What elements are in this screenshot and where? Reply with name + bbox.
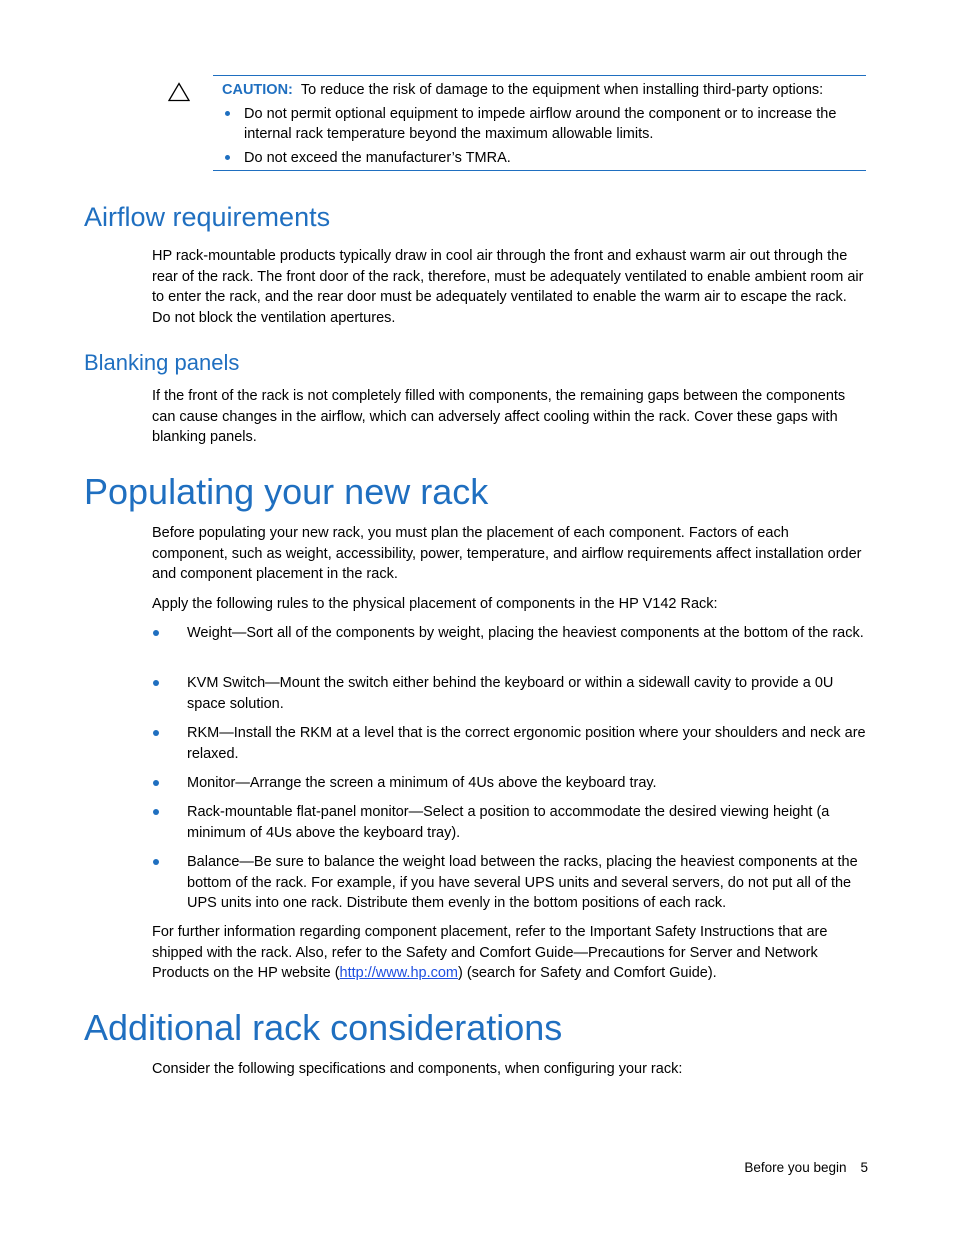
- hp-website-link[interactable]: http://www.hp.com: [339, 965, 458, 981]
- rule-item-kvm: KVM Switch—Mount the switch either behind the keyboard or within a sidewall cavity to provide a 0U space solution.: [187, 675, 834, 712]
- caution-bullet: [225, 155, 230, 160]
- further-info-paragraph: [152, 922, 868, 984]
- populating-intro: Before populating your new rack, you must plan the placement of each component. Factors of each component, such as weight, accessibility, power, temperature, and airflow requirements affect installation order and component placement in the rack.: [152, 525, 862, 582]
- rule-bullet: [153, 780, 159, 786]
- rule-bullet: [153, 809, 159, 815]
- further-text-after: ) (search for Safety and Comfort Guide).: [458, 965, 717, 981]
- additional-paragraph: Consider the following specifications and components, when configuring your rack:: [152, 1061, 683, 1077]
- additional-heading: Additional rack considerations: [84, 1007, 563, 1048]
- rule-bullet: [153, 859, 159, 865]
- warning-triangle-icon: [168, 82, 190, 102]
- rule-item-rkm: RKM—Install the RKM at a level that is the correct ergonomic position where your shoulders and neck are relaxed.: [187, 725, 866, 762]
- populating-heading: Populating your new rack: [84, 471, 489, 512]
- airflow-paragraph: HP rack-mountable products typically draw in cool air through the front and exhaust warm air out through the rear of the rack. The front door of the rack, therefore, must be adequately ventilated to enable ambient room air to enter the rack, and the rear door must be adequately ventilated to enable the warm air to escape the rack. Do not block the ventilation apertures.: [152, 248, 864, 326]
- rule-bullet: [153, 630, 159, 636]
- page-footer: [744, 1158, 868, 1178]
- caution-bullet: [225, 111, 230, 116]
- rule-bullet: [153, 730, 159, 736]
- blanking-heading: Blanking panels: [84, 350, 240, 375]
- airflow-heading: Airflow requirements: [84, 202, 331, 232]
- caution-intro-text: To reduce the risk of damage to the equipment when installing third-party options:: [300, 82, 824, 98]
- caution-label: CAUTION:: [222, 82, 293, 98]
- caution-item: Do not permit optional equipment to impede airflow around the component or to increase the internal rack temperature beyond the maximum allowable limits.: [244, 106, 837, 142]
- page-number: 5: [860, 1160, 868, 1175]
- footer-section: Before you begin: [744, 1160, 847, 1175]
- rule-item-weight: Weight—Sort all of the components by weight, placing the heaviest components at the bottom of the rack.: [187, 625, 864, 641]
- rule-item-monitor: Monitor—Arrange the screen a minimum of 4Us above the keyboard tray.: [187, 775, 657, 791]
- blanking-paragraph: If the front of the rack is not completely filled with components, the remaining gaps between the components can cause changes in the airflow, which can adversely affect cooling within the rack. Cover these gaps with blanking panels.: [152, 388, 846, 445]
- rule-item-flat-panel: Rack-mountable flat-panel monitor—Select a position to accommodate the desired viewing height (a minimum of 4Us above the keyboard tray).: [187, 804, 830, 841]
- rule-bullet: [153, 680, 159, 686]
- rule-item-balance: Balance—Be sure to balance the weight load between the racks, placing the heaviest components at the bottom of the rack. For example, if you have several UPS units and several servers, do not put all of the UPS units into one rack. Distribute them evenly in the bottom positions of each rack.: [187, 854, 858, 911]
- caution-intro: [222, 80, 823, 100]
- further-text-before: For further information regarding component placement, refer to the Important Safety Instructions that are shipped with the rack. Also, refer to the Safety and Comfort Guide—Precautions for Server and Network Products on the HP website (: [152, 924, 828, 981]
- caution-item: Do not exceed the manufacturer’s TMRA.: [244, 150, 511, 166]
- rules-intro: Apply the following rules to the physical placement of components in the HP V142 Rack:: [152, 596, 718, 612]
